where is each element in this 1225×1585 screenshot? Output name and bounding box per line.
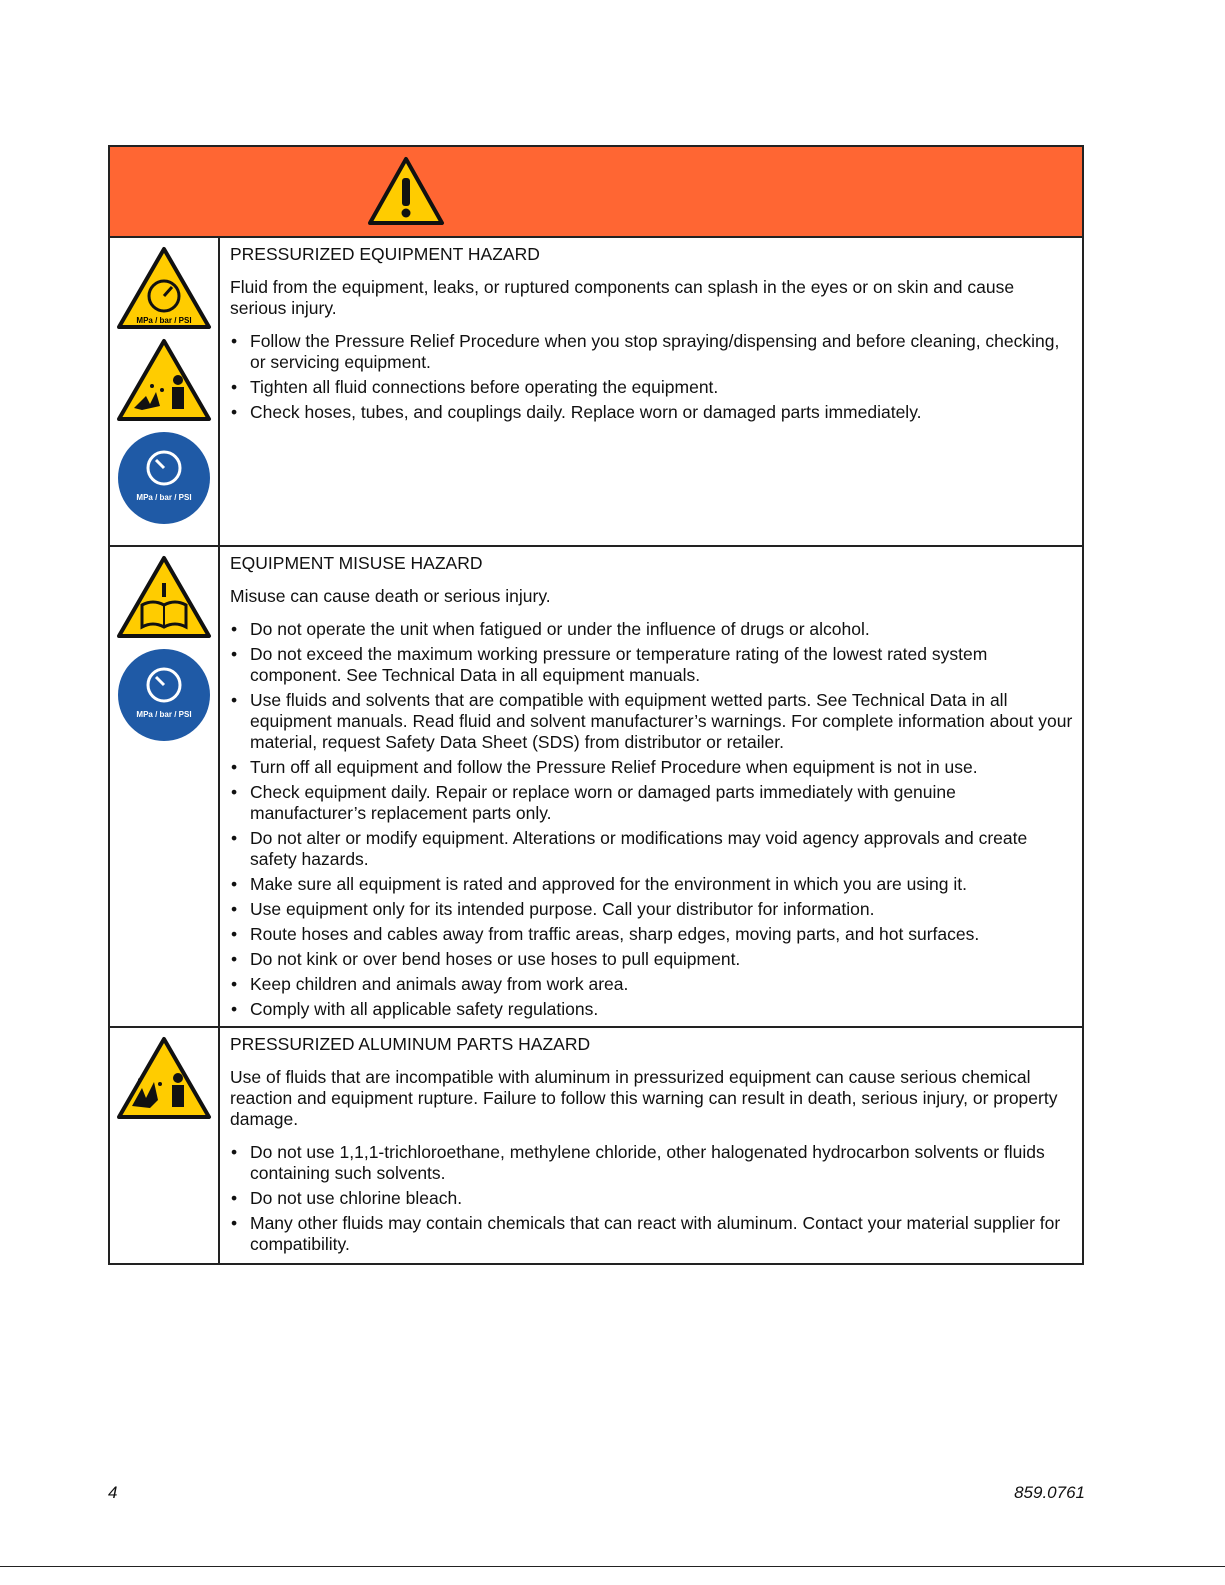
hazard-bullets — [230, 1142, 1074, 1255]
bullet-item: • Keep children and animals away from work area. — [230, 974, 1074, 995]
bullet-item: • Use equipment only for its intended purpose. Call your distributor for information. — [230, 899, 1074, 920]
bullet-item: • Do not operate the unit when fatigued or under the influence of drugs or alcohol. — [230, 619, 1074, 640]
pressure-relief-mandatory-icon — [116, 647, 212, 743]
explosion-warning-icon — [116, 1036, 212, 1120]
hazard-bullets — [230, 619, 1074, 1020]
hazard-intro: Fluid from the equipment, leaks, or ruptured components can splash in the eyes or on skin and cause serious injury. — [230, 277, 1015, 318]
hazard-row-equipment-misuse — [110, 547, 1082, 1028]
pressure-units-label: MPa / bar / PSI — [136, 493, 192, 502]
bullet-item: • Follow the Pressure Relief Procedure when you stop spraying/dispensing and before cleaning, checking, or servicing equipment. — [230, 331, 1074, 373]
pressure-units-label: MPa / bar / PSI — [136, 710, 192, 719]
hazard-title: EQUIPMENT MISUSE HAZARD — [230, 553, 483, 573]
bullet-item: • Do not exceed the maximum working pressure or temperature rating of the lowest rated system component. See Technical Data in all equipment manuals. — [230, 644, 1074, 686]
hazard-icons — [110, 1028, 220, 1263]
read-manual-warning-icon — [116, 555, 212, 639]
hazard-text — [220, 238, 1082, 545]
page-bottom-rule — [0, 1566, 1225, 1567]
hazard-bullets — [230, 331, 1074, 423]
pressure-relief-mandatory-icon — [116, 430, 212, 526]
warning-table — [108, 145, 1084, 1265]
bullet-item: • Do not use 1,1,1-trichloroethane, methylene chloride, other halogenated hydrocarbon solvents or fluids containing such solvents. — [230, 1142, 1074, 1184]
bullet-item: • Check hoses, tubes, and couplings daily. Replace worn or damaged parts immediately. — [230, 402, 1074, 423]
pressure-warning-icon — [116, 246, 212, 330]
bullet-item: • Make sure all equipment is rated and approved for the environment in which you are using it. — [230, 874, 1074, 895]
hazard-intro: Use of fluids that are incompatible with aluminum in pressurized equipment can cause serious chemical reaction and equipment rupture. Failure to follow this warning can result in death, serious injury, or property damage. — [230, 1067, 1058, 1129]
warning-triangle-icon — [367, 156, 445, 226]
bullet-item: • Do not alter or modify equipment. Alterations or modifications may void agency approvals and create safety hazards. — [230, 828, 1074, 870]
hazard-icons — [110, 238, 220, 545]
hazard-row-aluminum-parts — [110, 1028, 1082, 1263]
hazard-icons — [110, 547, 220, 1026]
page-number: 4 — [108, 1483, 118, 1502]
splash-injury-warning-icon — [116, 338, 212, 422]
hazard-text — [220, 547, 1082, 1026]
hazard-title: PRESSURIZED ALUMINUM PARTS HAZARD — [230, 1034, 591, 1054]
hazard-text — [220, 1028, 1082, 1263]
bullet-item: • Do not kink or over bend hoses or use hoses to pull equipment. — [230, 949, 1074, 970]
bullet-item: • Tighten all fluid connections before operating the equipment. — [230, 377, 1074, 398]
bullet-item: • Route hoses and cables away from traffic areas, sharp edges, moving parts, and hot surfaces. — [230, 924, 1074, 945]
bullet-item: • Use fluids and solvents that are compatible with equipment wetted parts. See Technical Data in all equipment manuals. Read fluid and solvent manufacturer’s warnings. For complete information about your material, request Safety Data Sheet (SDS) from distributor or retailer. — [230, 690, 1074, 753]
hazard-title: PRESSURIZED EQUIPMENT HAZARD — [230, 244, 540, 264]
bullet-item: • Do not use chlorine bleach. — [230, 1188, 1074, 1209]
bullet-item: • Many other fluids may contain chemicals that can react with aluminum. Contact your material supplier for compatibility. — [230, 1213, 1074, 1255]
document-number: 859.0761 — [1014, 1483, 1085, 1502]
hazard-intro: Misuse can cause death or serious injury. — [230, 586, 551, 606]
bullet-item: • Check equipment daily. Repair or replace worn or damaged parts immediately with genuine manufacturer’s replacement parts only. — [230, 782, 1074, 824]
bullet-item: • Turn off all equipment and follow the Pressure Relief Procedure when equipment is not in use. — [230, 757, 1074, 778]
bullet-item: • Comply with all applicable safety regulations. — [230, 999, 1074, 1020]
pressure-units-label: MPa / bar / PSI — [136, 316, 192, 325]
warning-banner — [110, 147, 1082, 238]
hazard-row-pressurized-equipment — [110, 238, 1082, 547]
